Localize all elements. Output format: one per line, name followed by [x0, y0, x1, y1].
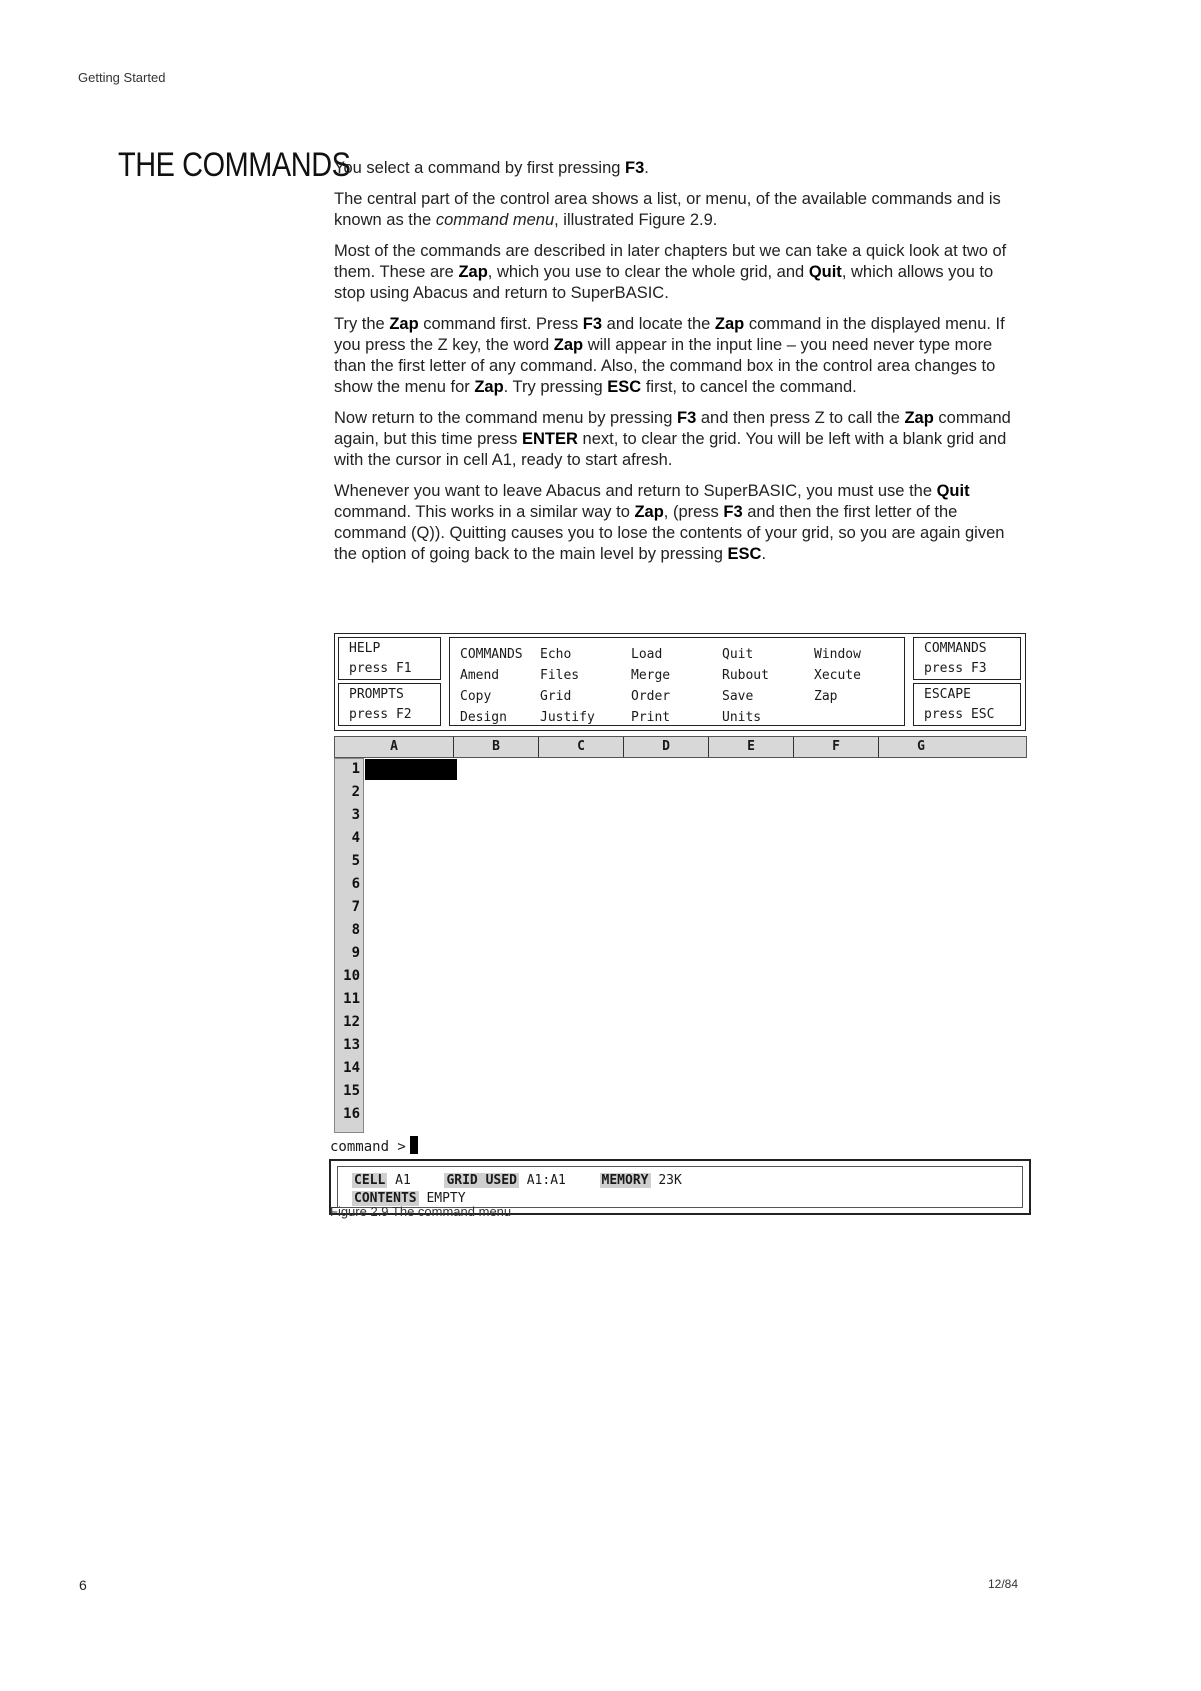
row-header-5[interactable]: 5 [351, 853, 360, 869]
row-header-1[interactable]: 1 [351, 761, 360, 777]
help-title: HELP [349, 641, 381, 656]
menu-item-zap[interactable]: Zap [814, 689, 838, 704]
prompts-title: PROMPTS [349, 687, 404, 702]
memory-label: MEMORY [601, 1173, 649, 1188]
figure-caption: Figure 2.9 The command menu [330, 1204, 512, 1219]
menu-item-merge[interactable]: Merge [631, 668, 671, 683]
prompts-box [338, 683, 441, 726]
row-header-7[interactable]: 7 [351, 899, 360, 915]
command-prompt: command > [330, 1139, 406, 1155]
column-header-bar [334, 736, 1027, 758]
column-header-g[interactable]: G [878, 737, 963, 757]
row-header-16[interactable]: 16 [343, 1106, 360, 1122]
menu-item-empty [814, 707, 894, 728]
menu-item-print[interactable]: Print [631, 710, 671, 725]
row-header-bar [334, 758, 364, 1133]
column-header-f[interactable]: F [793, 737, 878, 757]
menu-item-justify[interactable]: Justify [540, 710, 595, 725]
paragraph-6: Whenever you want to leave Abacus and return to SuperBASIC, you must use the Quit command. This works in a similar way to Zap, (press F3 and then the first letter of the command (Q)). Quitting causes you to lose the contents of your grid, so you are again given the option of going back to the main level by pressing ESC. [334, 482, 1005, 563]
commands-box [913, 637, 1021, 680]
contents-label: CONTENTS [354, 1191, 417, 1206]
cell-cursor[interactable] [365, 759, 457, 780]
text-cursor [410, 1136, 418, 1154]
cell-value: A1 [395, 1173, 411, 1188]
paragraph-1: You select a command by first pressing F3. [334, 159, 649, 177]
escape-key: press ESC [924, 707, 995, 722]
command-input-line[interactable] [330, 1136, 418, 1157]
paragraph-4: Try the Zap command first. Press F3 and locate the Zap command in the displayed menu. If you press the Z key, the word Zap will appear in the input line – you need never type more than the first letter of any command. Also, the command box in the control area changes to show the menu for Zap. Try pressing ESC first, to cancel the command. [334, 315, 1005, 396]
menu-item-echo[interactable]: Echo [540, 647, 572, 662]
menu-item-copy[interactable]: Copy [460, 689, 492, 704]
row-header-8[interactable]: 8 [351, 922, 360, 938]
running-head: Getting Started [78, 70, 166, 85]
row-header-15[interactable]: 15 [343, 1083, 360, 1099]
menu-item-rubout[interactable]: Rubout [722, 668, 769, 683]
menu-item-order[interactable]: Order [631, 689, 671, 704]
column-header-b[interactable]: B [453, 737, 538, 757]
row-header-6[interactable]: 6 [351, 876, 360, 892]
menu-item-amend[interactable]: Amend [460, 668, 500, 683]
paragraph-2: The central part of the control area shows a list, or menu, of the available commands and is known as the command menu, illustrated Figure 2.9. [334, 190, 1001, 229]
menu-item-commands[interactable]: COMMANDS [460, 647, 523, 662]
commands-key: press F3 [924, 661, 987, 676]
row-header-12[interactable]: 12 [343, 1014, 360, 1030]
memory-value: 23K [658, 1173, 682, 1188]
menu-item-units[interactable]: Units [722, 710, 762, 725]
help-box [338, 637, 441, 680]
page-number: 6 [79, 1577, 87, 1593]
command-menu-figure [330, 633, 1030, 1206]
paragraph-5: Now return to the command menu by pressing F3 and then press Z to call the Zap command again, but this time press ENTER next, to clear the grid. You will be left with a blank grid and with the cursor in cell A1, ready to start afresh. [334, 409, 1011, 469]
column-header-e[interactable]: E [708, 737, 793, 757]
menu-item-save[interactable]: Save [722, 689, 754, 704]
column-header-d[interactable]: D [623, 737, 708, 757]
menu-item-load[interactable]: Load [631, 647, 663, 662]
menu-item-xecute[interactable]: Xecute [814, 668, 861, 683]
escape-box [913, 683, 1021, 726]
help-key: press F1 [349, 661, 412, 676]
menu-item-design[interactable]: Design [460, 710, 507, 725]
menu-item-grid[interactable]: Grid [540, 689, 572, 704]
control-area [334, 633, 1026, 731]
command-menu-box [449, 637, 905, 726]
column-header-a[interactable]: A [390, 739, 398, 754]
grid-used-value: A1:A1 [526, 1173, 566, 1188]
grid-used-label: GRID USED [446, 1173, 517, 1188]
menu-item-window[interactable]: Window [814, 647, 861, 662]
escape-title: ESCAPE [924, 687, 971, 702]
menu-item-files[interactable]: Files [540, 668, 580, 683]
menu-item-quit[interactable]: Quit [722, 647, 754, 662]
row-header-9[interactable]: 9 [351, 945, 360, 961]
section-heading: THE COMMANDS [118, 146, 351, 184]
cell-label: CELL [354, 1173, 386, 1188]
date-code: 12/84 [988, 1577, 1019, 1591]
row-header-10[interactable]: 10 [343, 968, 360, 984]
paragraph-3: Most of the commands are described in later chapters but we can take a quick look at two of them. These are Zap, which you use to clear the whole grid, and Quit, which allows you to stop using Abacus and return to SuperBASIC. [334, 242, 1007, 302]
row-header-11[interactable]: 11 [343, 991, 360, 1007]
body-text [334, 158, 1026, 575]
row-header-4[interactable]: 4 [351, 830, 360, 846]
prompts-key: press F2 [349, 707, 412, 722]
command-menu-list [460, 644, 894, 728]
row-header-2[interactable]: 2 [351, 784, 360, 800]
row-header-14[interactable]: 14 [343, 1060, 360, 1076]
commands-title: COMMANDS [924, 641, 987, 656]
row-header-3[interactable]: 3 [351, 807, 360, 823]
column-header-c[interactable]: C [538, 737, 623, 757]
row-header-13[interactable]: 13 [343, 1037, 360, 1053]
contents-value: EMPTY [426, 1191, 466, 1206]
